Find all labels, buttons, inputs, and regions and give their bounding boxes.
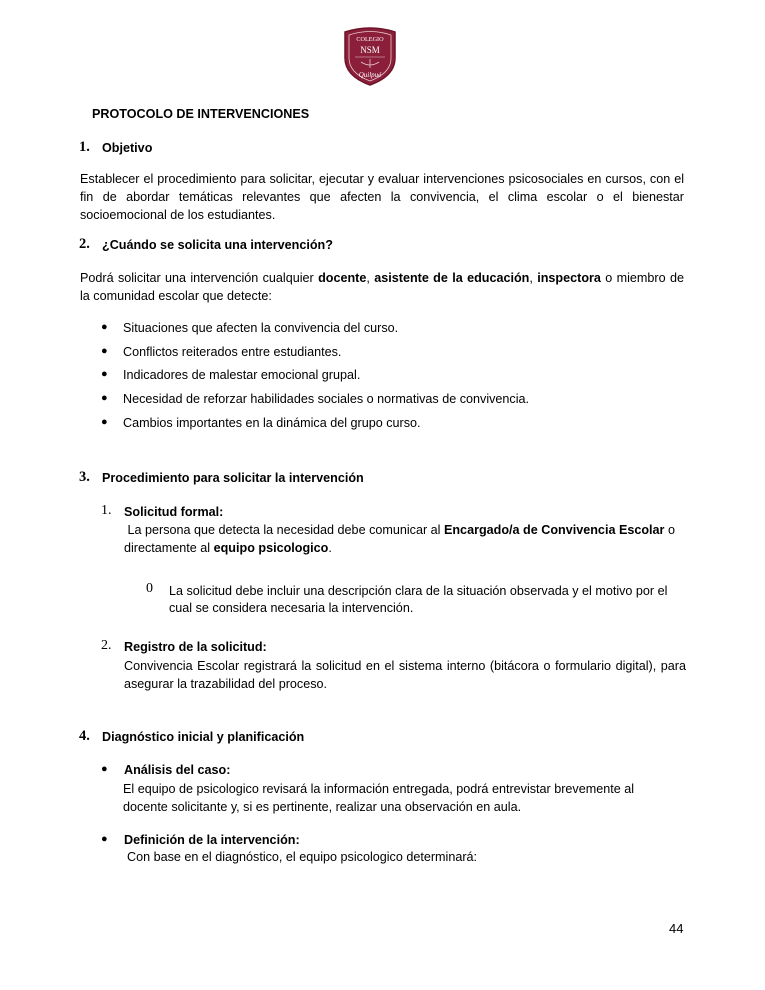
section-3-heading: Procedimiento para solicitar la intervención bbox=[102, 471, 364, 485]
bullet-icon: ● bbox=[101, 833, 108, 845]
bullet-icon: ● bbox=[101, 345, 108, 357]
logo-line1: COLEGIO bbox=[356, 36, 384, 43]
logo-line3: Quilpué bbox=[358, 71, 382, 79]
section-2-heading: ¿Cuándo se solicita una intervención? bbox=[102, 238, 333, 252]
section-1-paragraph: Establecer el procedimiento para solicitar, ejecutar y evaluar intervenciones psicosociales en cursos, con el fin de abordar temáticas relevantes que afecten la convivencia, el clima escolar o el bienestar socioemocional de los estudiantes. bbox=[80, 172, 684, 222]
step-1-number: 1. bbox=[101, 503, 112, 518]
list-item: Situaciones que afecten la convivencia del curso. bbox=[123, 321, 399, 335]
list-item: Cambios importantes en la dinámica del grupo curso. bbox=[123, 416, 421, 430]
section-3-number: 3. bbox=[79, 469, 90, 485]
document-title: PROTOCOLO DE INTERVENCIONES bbox=[92, 107, 310, 121]
step-2-heading: Registro de la solicitud: bbox=[124, 640, 267, 654]
section-4-heading: Diagnóstico inicial y planificación bbox=[102, 730, 305, 744]
bullet-icon: ● bbox=[101, 392, 108, 404]
step-1-text: La persona que detecta la necesidad debe comunicar al Encargado/a de Convivencia Escolar o directamente al equipo psicologico. bbox=[124, 523, 675, 555]
sub-item-marker: 0 bbox=[146, 581, 153, 596]
bullet-icon: ● bbox=[101, 321, 108, 333]
bullet-icon: ● bbox=[101, 763, 108, 775]
school-crest-logo bbox=[341, 26, 399, 86]
page-number: 44 bbox=[669, 921, 684, 936]
section-1-heading: Objetivo bbox=[102, 141, 153, 155]
analysis-heading: Análisis del caso: bbox=[124, 763, 231, 777]
step-2-number: 2. bbox=[101, 638, 112, 653]
list-item: Conflictos reiterados entre estudiantes. bbox=[123, 345, 342, 359]
section-2-intro: Podrá solicitar una intervención cualquier docente, asistente de la educación, inspectora o miembro de la comunidad escolar que detecte: bbox=[80, 271, 684, 303]
logo-line2: NSM bbox=[360, 45, 380, 55]
sub-item-text: La solicitud debe incluir una descripción clara de la situación observada y el motivo por el cual se considera necesaria la intervención. bbox=[169, 584, 668, 615]
list-item: Indicadores de malestar emocional grupal. bbox=[123, 368, 361, 382]
step-2-text: Convivencia Escolar registrará la solicitud en el sistema interno (bitácora o formulario digital), para asegurar la trazabilidad del proceso. bbox=[124, 659, 686, 691]
definition-heading: Definición de la intervención: bbox=[124, 833, 300, 847]
section-2-number: 2. bbox=[79, 236, 90, 252]
section-4-number: 4. bbox=[79, 728, 90, 744]
definition-text: Con base en el diagnóstico, el equipo psicologico determinará: bbox=[127, 850, 478, 864]
bullet-icon: ● bbox=[101, 416, 108, 428]
bullet-icon: ● bbox=[101, 368, 108, 380]
list-item: Necesidad de reforzar habilidades sociales o normativas de convivencia. bbox=[123, 392, 530, 406]
step-1-heading: Solicitud formal: bbox=[124, 505, 224, 519]
analysis-text: El equipo de psicologico revisará la información entregada, podrá entrevistar brevemente al docente solicitante y, si es pertinente, realizar una observación en aula. bbox=[123, 782, 635, 814]
section-1-number: 1. bbox=[79, 139, 90, 155]
